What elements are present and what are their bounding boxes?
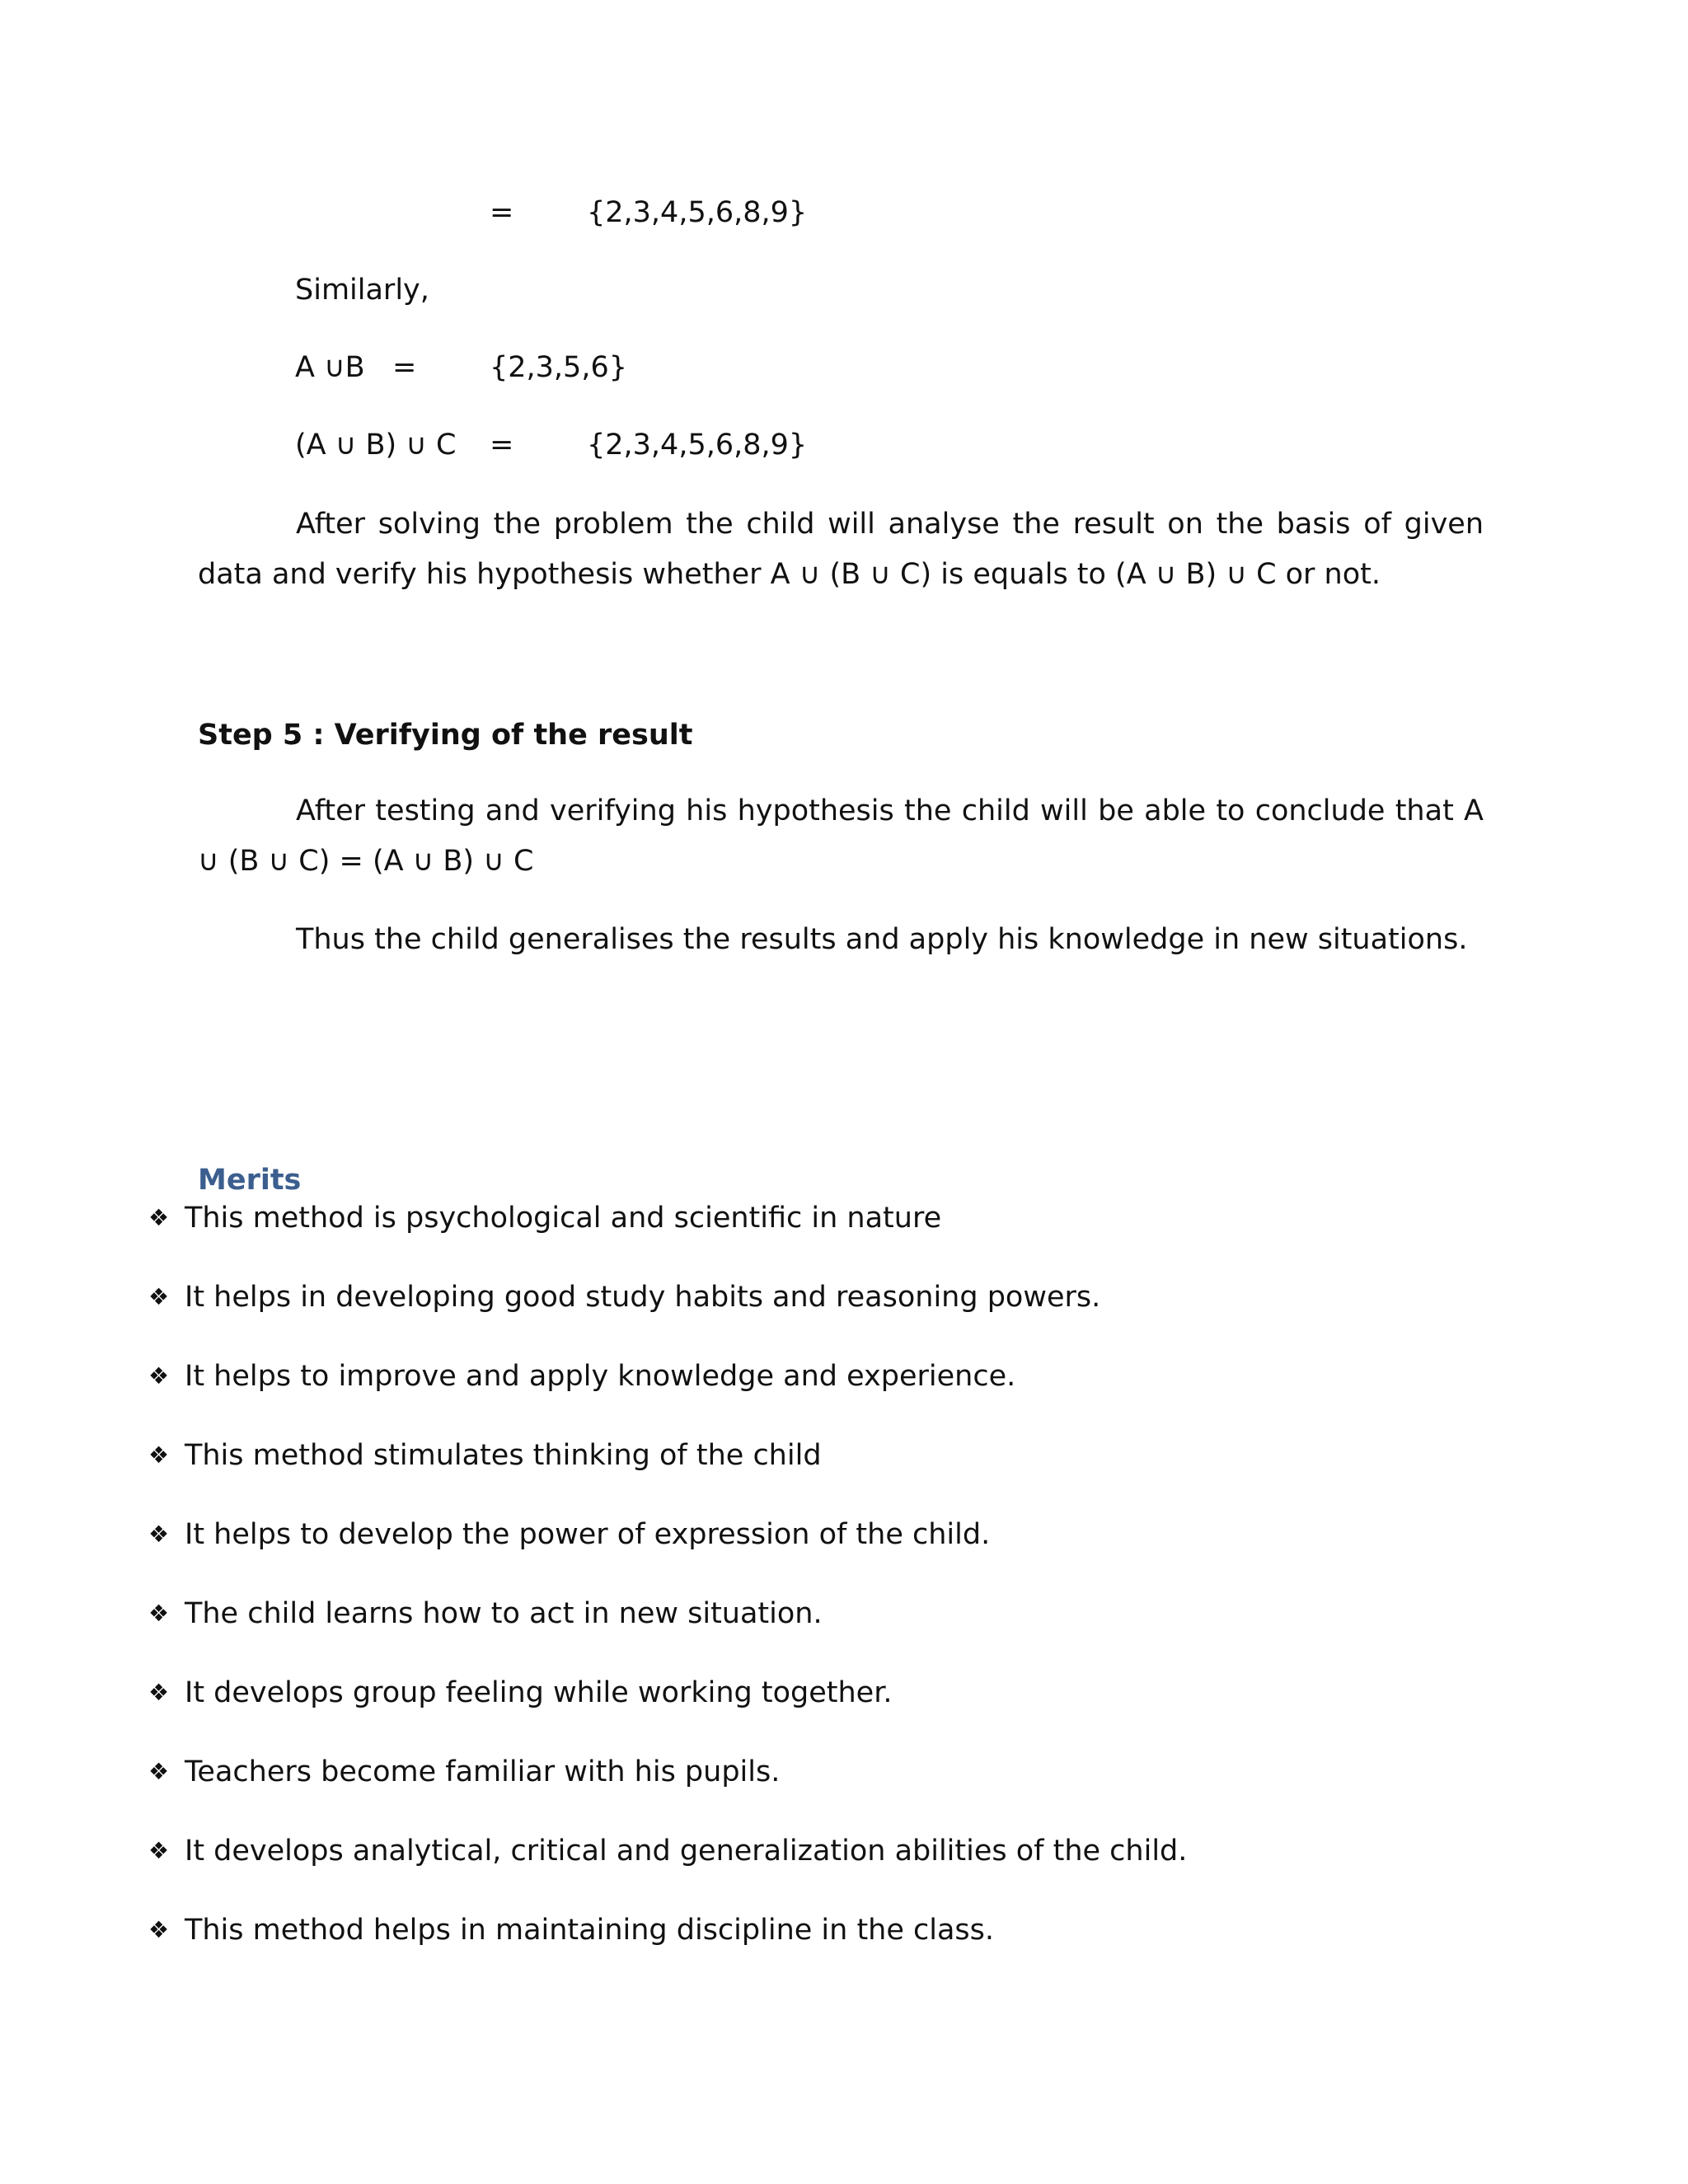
merit-item	[148, 1516, 1187, 1596]
diamond-bullet-icon: ❖	[148, 1362, 170, 1390]
merits-heading: Merits	[198, 1164, 302, 1197]
equation-1-equals: =	[490, 196, 514, 229]
merit-item	[148, 1596, 1187, 1675]
diamond-bullet-icon: ❖	[148, 1837, 170, 1864]
merit-text: Teachers become familiar with his pupils.	[185, 1755, 781, 1788]
merit-text: This method helps in maintaining discipline in the class.	[185, 1914, 995, 1947]
merit-item	[148, 1437, 1187, 1516]
merit-text: The child learns how to act in new situation.	[185, 1597, 823, 1630]
diamond-bullet-icon: ❖	[148, 1204, 170, 1231]
diamond-bullet-icon: ❖	[148, 1679, 170, 1706]
paragraph-verify: After testing and verifying his hypothesis the child will be able to conclude that A ∪ (B ∪ C) = (A ∪ B) ∪ C	[198, 794, 1484, 878]
similarly-label: Similarly,	[295, 274, 429, 307]
merit-text: It helps to develop the power of expression of the child.	[185, 1518, 991, 1551]
diamond-bullet-icon: ❖	[148, 1600, 170, 1627]
merit-item	[148, 1754, 1187, 1833]
step-5-heading: Step 5 : Verifying of the result	[198, 719, 693, 752]
diamond-bullet-icon: ❖	[148, 1521, 170, 1548]
diamond-bullet-icon: ❖	[148, 1758, 170, 1785]
paragraph-analyse: After solving the problem the child will analyse the result on the basis of given data and verify his hypothesis whether A ∪ (B ∪ C) is equals to (A ∪ B) ∪ C or not.	[198, 508, 1484, 591]
merit-item	[148, 1358, 1187, 1437]
merit-item	[148, 1833, 1187, 1912]
merit-text: It develops group feeling while working together.	[185, 1676, 893, 1709]
merit-item	[148, 1912, 1187, 1991]
diamond-bullet-icon: ❖	[148, 1441, 170, 1469]
diamond-bullet-icon: ❖	[148, 1283, 170, 1310]
merit-item	[148, 1279, 1187, 1358]
equation-aub-equals: =	[392, 351, 417, 384]
merit-text: This method stimulates thinking of the child	[185, 1439, 822, 1472]
equation-aubuc-value: {2,3,4,5,6,8,9}	[587, 429, 808, 462]
equation-aub-lhs: A ∪B	[295, 351, 365, 384]
equation-aub-value: {2,3,5,6}	[490, 351, 627, 384]
diamond-bullet-icon: ❖	[148, 1916, 170, 1943]
paragraph-generalise: Thus the child generalises the results and apply his knowledge in new situations.	[296, 923, 1468, 956]
merit-text: It helps to improve and apply knowledge and experience.	[185, 1360, 1016, 1393]
equation-1-value: {2,3,4,5,6,8,9}	[587, 196, 808, 229]
equation-aubuc-lhs: (A ∪ B) ∪ C	[295, 429, 457, 462]
merit-text: It helps in developing good study habits and reasoning powers.	[185, 1281, 1101, 1314]
merit-text: It develops analytical, critical and generalization abilities of the child.	[185, 1835, 1188, 1868]
merit-item	[148, 1675, 1187, 1754]
merits-list	[148, 1200, 1187, 1991]
merit-item	[148, 1200, 1187, 1279]
merit-text: This method is psychological and scientific in nature	[185, 1202, 942, 1235]
equation-aubuc-equals: =	[490, 429, 514, 462]
